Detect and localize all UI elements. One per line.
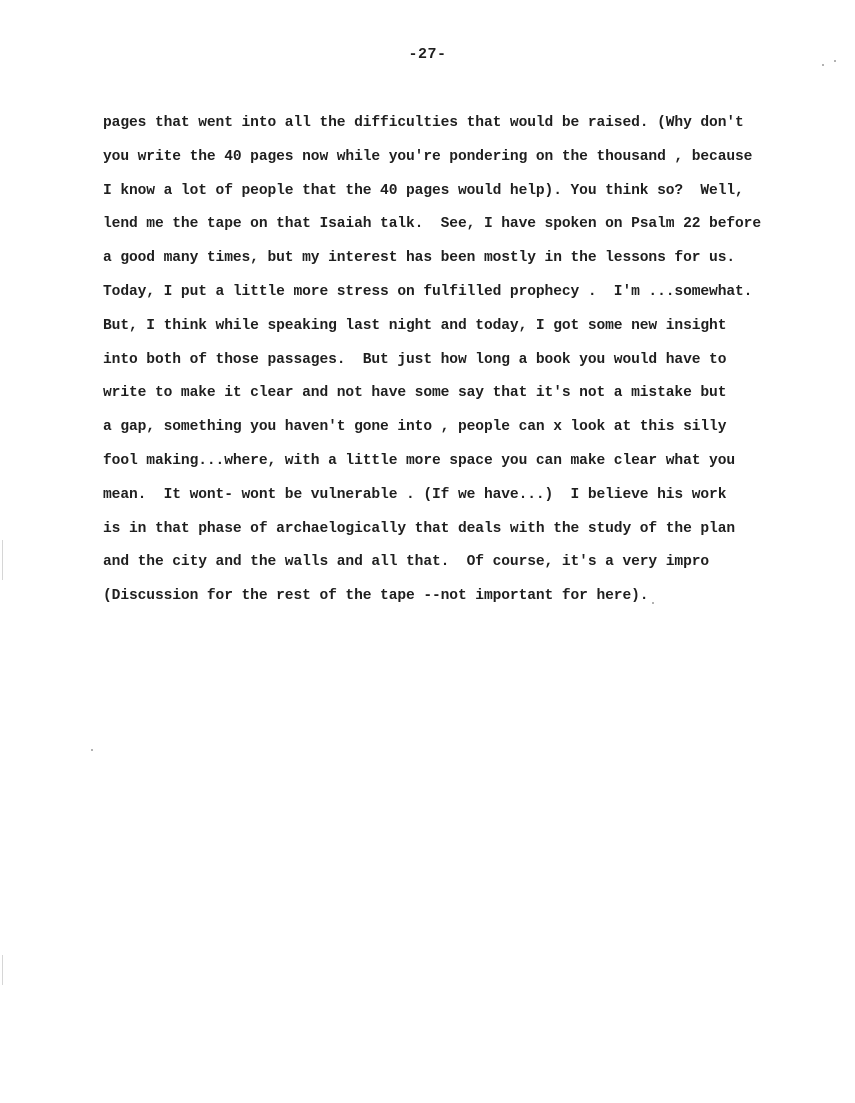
scan-speck xyxy=(834,60,836,62)
transcript-line: a gap, something you haven't gone into , people can x look at this silly xyxy=(103,419,727,436)
scan-edge-mark xyxy=(2,540,3,580)
transcript-line: mean. It wont- wont be vulnerable . (If we have...) I believe his work xyxy=(103,486,727,503)
transcript-line: write to make it clear and not have some say that it's not a mistake but xyxy=(103,385,727,402)
transcript-line: a good many times, but my interest has been mostly in the lessons for us. xyxy=(103,250,736,267)
transcript-line: is in that phase of archaelogically that deals with the study of the plan xyxy=(103,520,736,537)
transcript-line: Today, I put a little more stress on fulfilled prophecy . I'm ...somewhat. xyxy=(103,283,753,300)
scan-speck xyxy=(652,602,654,604)
scan-edge-mark xyxy=(2,955,3,985)
scan-speck xyxy=(822,64,824,66)
page-number: -27- xyxy=(408,46,447,63)
transcript-line: I know a lot of people that the 40 pages would help). You think so? Well, xyxy=(103,182,744,199)
transcript-line: lend me the tape on that Isaiah talk. See, I have spoken on Psalm 22 before xyxy=(103,216,761,233)
transcript-line: you write the 40 pages now while you're pondering on the thousand , because xyxy=(103,148,753,165)
transcript-body xyxy=(103,111,763,618)
transcript-line: and the city and the walls and all that. Of course, it's a very impro xyxy=(103,554,710,571)
scan-speck xyxy=(91,749,93,751)
transcript-line: fool making...where, with a little more space you can make clear what you xyxy=(103,452,736,469)
transcript-line: into both of those passages. But just how long a book you would have to xyxy=(103,351,727,368)
transcript-line: (Discussion for the rest of the tape --not important for here). xyxy=(103,588,649,605)
transcript-line: pages that went into all the difficulties that would be raised. (Why don't xyxy=(103,115,744,131)
transcript-line: But, I think while speaking last night and today, I got some new insight xyxy=(103,317,727,334)
